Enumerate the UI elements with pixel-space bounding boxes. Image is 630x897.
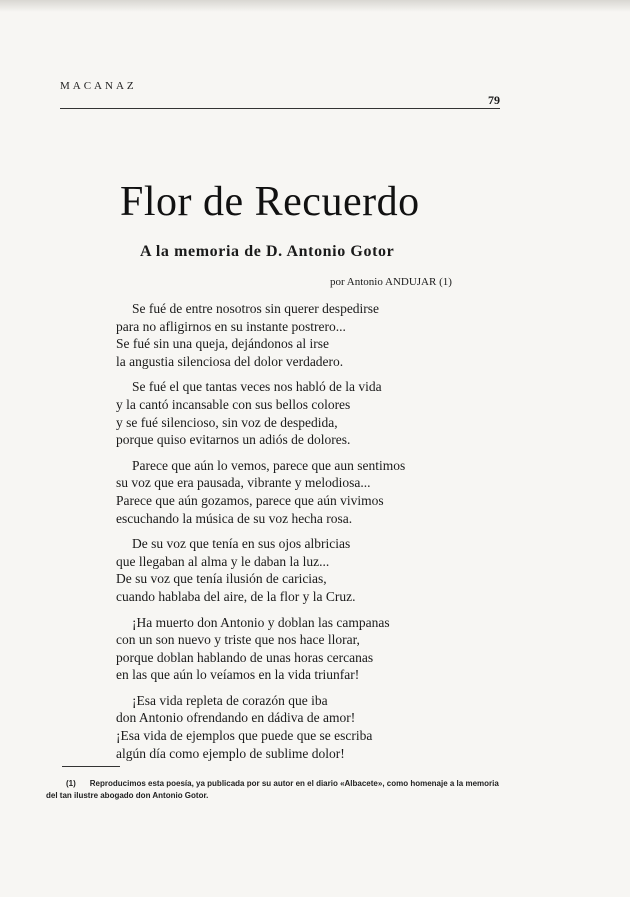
poem-line: cuando hablaba del aire, de la flor y la Cruz. — [116, 588, 356, 604]
poem-line: porque quiso evitarnos un adiós de dolores. — [116, 432, 351, 448]
poem-line: don Antonio ofrendando en dádiva de amor! — [116, 710, 356, 726]
footnote-mark: (1) — [66, 779, 76, 788]
page-number: 79 — [488, 93, 500, 107]
poem-line: y se fué silencioso, sin voz de despedida, — [116, 414, 338, 430]
footnote-text: Reproducimos esta poesía, ya publicada por su autor en el diario «Albacete», como homenaje a la memoria del tan ilustre abogado don Antonio Gotor. — [46, 779, 499, 800]
article-byline: por Antonio ANDUJAR (1) — [330, 276, 452, 288]
stanza — [116, 692, 476, 762]
poem-line: Se fué el que tantas veces nos habló de la vida — [132, 379, 382, 395]
stanza — [116, 378, 476, 448]
poem-line: Parece que aún lo vemos, parece que aun sentimos — [132, 457, 406, 473]
poem-line: Se fué de entre nosotros sin querer despedirse — [132, 301, 380, 316]
poem-line: con un son nuevo y triste que nos hace llorar, — [116, 632, 360, 648]
poem-line: en las que aún lo veíamos en la vida triunfar! — [116, 667, 360, 683]
poem-line: algún día como ejemplo de sublime dolor! — [116, 745, 345, 761]
poem-line: ¡Esa vida de ejemplos que puede que se escriba — [116, 728, 373, 744]
poem-line: Parece que aún gozamos, parece que aún vivimos — [116, 492, 384, 508]
stanza — [116, 300, 476, 370]
stanza — [116, 535, 476, 605]
footnote — [46, 778, 506, 802]
poem-line: para no afligirnos en su instante postrero... — [116, 318, 346, 334]
running-head: MACANAZ — [60, 80, 137, 92]
poem-line: su voz que era pausada, vibrante y melodiosa... — [116, 475, 371, 491]
poem-line: Se fué sin una queja, dejándonos al irse — [116, 336, 329, 352]
poem-line: De su voz que tenía ilusión de caricias, — [116, 571, 327, 587]
poem-line: ¡Ha muerto don Antonio y doblan las campanas — [132, 614, 390, 630]
header-rule — [60, 108, 500, 109]
poem-line: la angustia silenciosa del dolor verdadero. — [116, 353, 344, 369]
article-title: Flor de Recuerdo — [120, 179, 420, 225]
stanza — [116, 457, 476, 527]
scan-edge — [0, 0, 630, 12]
stanza — [116, 614, 476, 684]
poem-line: ¡Esa vida repleta de corazón que iba — [132, 692, 328, 708]
poem-line: porque doblan hablando de unas horas cercanas — [116, 649, 374, 665]
article-subtitle: A la memoria de D. Antonio Gotor — [140, 243, 395, 260]
footnote-rule — [62, 766, 120, 767]
poem-line: De su voz que tenía en sus ojos albricias — [132, 536, 351, 552]
poem-line: y la cantó incansable con sus bellos colores — [116, 396, 351, 412]
poem — [116, 300, 476, 770]
poem-line: escuchando la música de su voz hecha rosa. — [116, 510, 353, 526]
poem-line: que llegaban al alma y le daban la luz... — [116, 553, 330, 569]
